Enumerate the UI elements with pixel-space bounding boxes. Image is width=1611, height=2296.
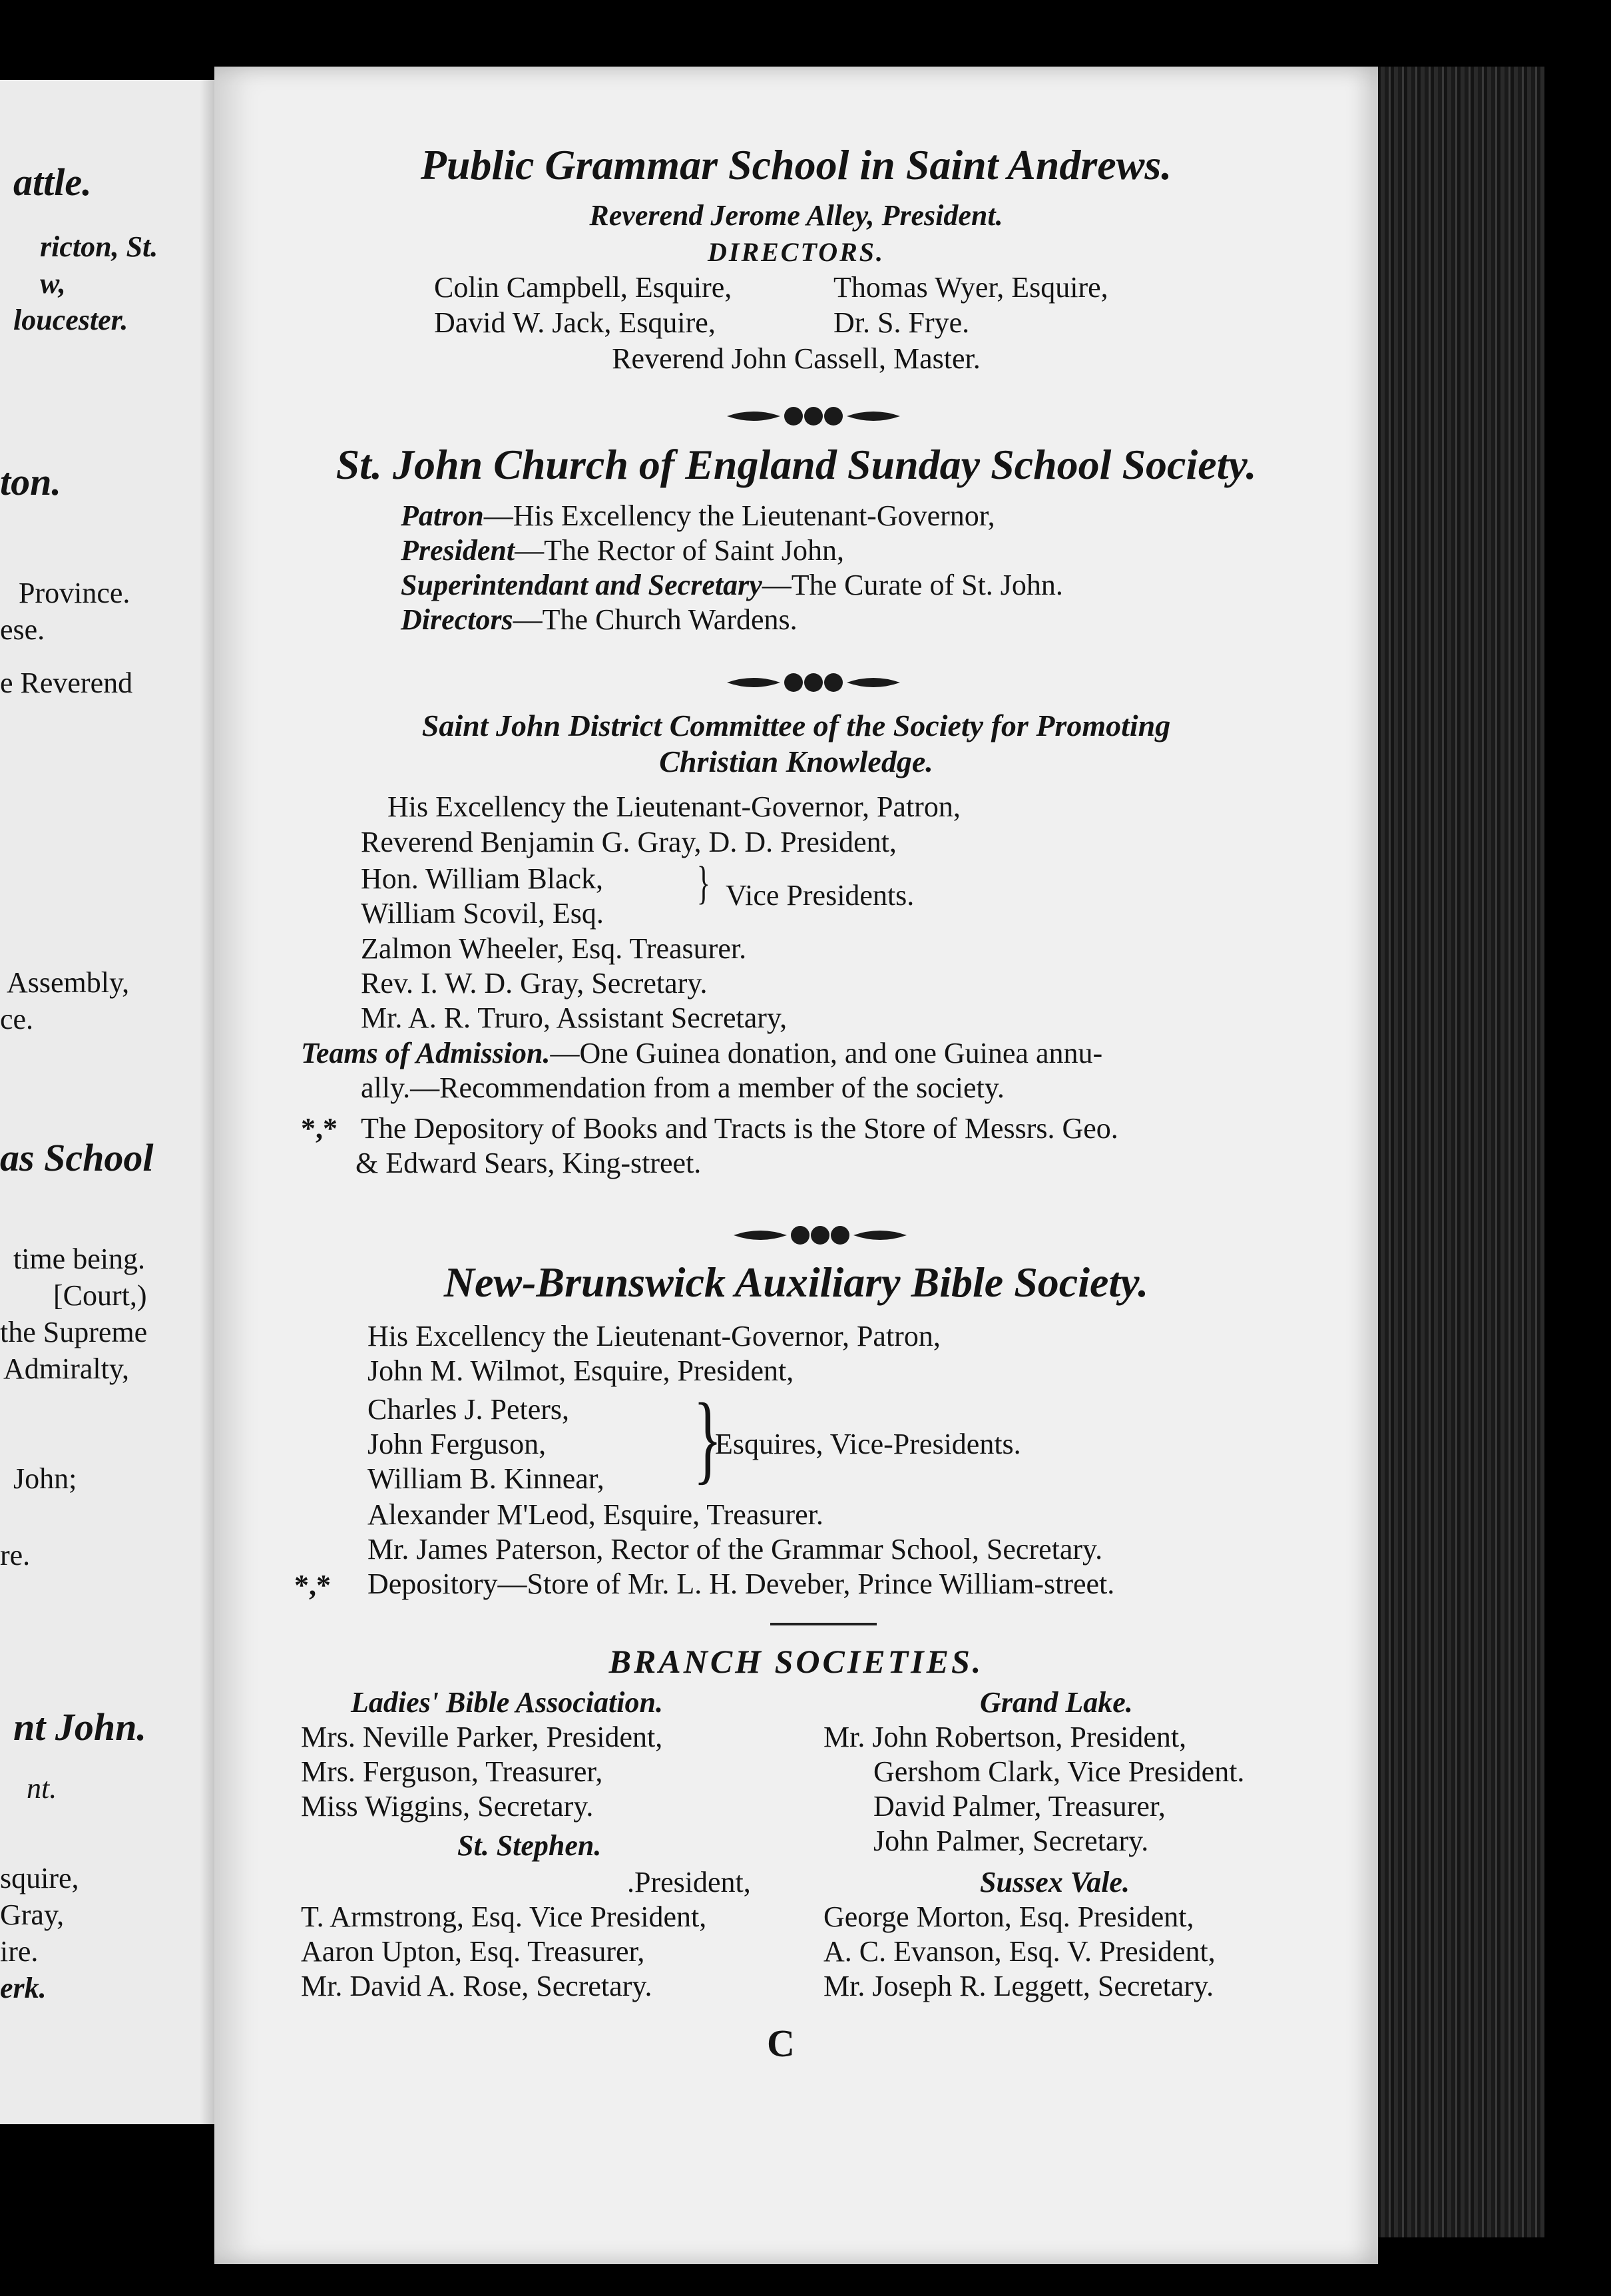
- signature-mark: C: [767, 2022, 795, 2065]
- ladies-association-title: Ladies' Bible Association.: [351, 1686, 663, 1719]
- left-fragment: time being.: [13, 1243, 145, 1275]
- ladies-member: Miss Wiggins, Secretary.: [301, 1790, 594, 1823]
- left-fragment: loucester.: [13, 304, 128, 336]
- left-fragment: nt.: [27, 1772, 57, 1805]
- officer-value: —The Church Wardens.: [513, 603, 798, 636]
- bible-depository: Depository—Store of Mr. L. H. Deveber, Prince William-street.: [367, 1568, 1115, 1600]
- officer-role: Superintendant and Secretary: [401, 569, 762, 601]
- bible-vp-name: John Ferguson,: [367, 1428, 547, 1460]
- terms-label: Teams of Admission.: [301, 1037, 551, 1069]
- officer-value: —The Rector of Saint John,: [515, 534, 845, 567]
- grand-lake-title: Grand Lake.: [980, 1686, 1133, 1719]
- officer-value: —His Excellency the Lieutenant-Governor,: [483, 499, 995, 532]
- officer-value: —The Curate of St. John.: [762, 569, 1063, 601]
- branch-societies-heading: BRANCH SOCIETIES.: [608, 1643, 984, 1680]
- officer-role: Directors: [401, 603, 513, 636]
- left-fragment: erk.: [0, 1972, 47, 2004]
- director-name: David W. Jack, Esquire,: [434, 306, 716, 339]
- asterism: *,*: [301, 1112, 338, 1145]
- bible-vp-name: Charles J. Peters,: [367, 1393, 570, 1426]
- officer-role: Patron: [401, 499, 484, 532]
- grammar-school-master: Reverend John Cassell, Master.: [612, 342, 981, 375]
- st-stephen-member: T. Armstrong, Esq. Vice President,: [301, 1900, 707, 1933]
- grand-lake-member: Gershom Clark, Vice President.: [873, 1755, 1245, 1788]
- spck-vp-name: Hon. William Black,: [361, 862, 604, 895]
- left-fragment: attle.: [13, 160, 92, 204]
- grand-lake-member: John Palmer, Secretary.: [873, 1825, 1149, 1857]
- bible-patron: His Excellency the Lieutenant-Governor, Patron,: [367, 1320, 941, 1352]
- left-fragment: ire.: [0, 1935, 39, 1968]
- officer-role: President: [401, 534, 515, 567]
- sunday-officer: [401, 498, 995, 534]
- left-fragment: [Court,): [53, 1279, 147, 1312]
- bible-vp-name: William B. Kinnear,: [367, 1462, 604, 1495]
- left-fragment: ton.: [0, 460, 61, 503]
- terms-text: —One Guinea donation, and one Guinea annu-: [550, 1037, 1103, 1069]
- ladies-member: Mrs. Neville Parker, President,: [301, 1721, 663, 1753]
- left-fragment: ricton, St.: [40, 230, 158, 263]
- brace: }: [693, 1383, 722, 1494]
- facing-page-fragment: [0, 80, 223, 2124]
- bible-secretary: Mr. James Paterson, Rector of the Grammar School, Secretary.: [367, 1533, 1103, 1566]
- grammar-school-title: Public Grammar School in Saint Andrews.: [420, 141, 1172, 188]
- director-name: Colin Campbell, Esquire,: [434, 271, 732, 304]
- grammar-school-president: Reverend Jerome Alley, President.: [589, 199, 1003, 232]
- bible-treasurer: Alexander M'Leod, Esquire, Treasurer.: [367, 1498, 823, 1531]
- ornament-divider: [727, 669, 900, 696]
- grand-lake-member: David Palmer, Treasurer,: [873, 1790, 1166, 1823]
- left-fragment: w,: [40, 267, 66, 300]
- st-stephen-member: .President,: [627, 1866, 751, 1898]
- spck-terms-cont: ally.—Recommendation from a member of the society.: [361, 1071, 1005, 1104]
- st-stephen-member: Mr. David A. Rose, Secretary.: [301, 1970, 652, 2002]
- director-name: Thomas Wyer, Esquire,: [833, 271, 1108, 304]
- bible-president: John M. Wilmot, Esquire, President,: [367, 1354, 794, 1387]
- sunday-school-title: St. John Church of England Sunday School Society.: [336, 441, 1257, 488]
- sunday-officer: [401, 567, 1063, 603]
- left-fragment: ce.: [0, 1003, 34, 1035]
- spck-title: Christian Knowledge.: [659, 744, 933, 778]
- sunday-officer: [401, 533, 844, 569]
- ornament-divider: [734, 1222, 907, 1249]
- left-fragment: nt John.: [13, 1705, 146, 1749]
- left-fragment: Admiralty,: [3, 1352, 129, 1385]
- left-fragment: ese.: [0, 613, 45, 646]
- spck-terms: [301, 1035, 1102, 1071]
- spck-treasurer: Zalmon Wheeler, Esq. Treasurer.: [361, 932, 747, 965]
- left-fragment: Province.: [19, 577, 130, 609]
- st-stephen-member: Aaron Upton, Esq. Treasurer,: [301, 1935, 645, 1968]
- spck-title: Saint John District Committee of the Society for Promoting: [421, 709, 1171, 742]
- sussex-vale-member: A. C. Evanson, Esq. V. President,: [823, 1935, 1216, 1968]
- bible-vp-label: Esquires, Vice-Presidents.: [715, 1428, 1021, 1460]
- spck-secretary: Rev. I. W. D. Gray, Secretary.: [361, 967, 708, 1000]
- grand-lake-member: Mr. John Robertson, President,: [823, 1721, 1187, 1753]
- left-fragment: e Reverend: [0, 667, 133, 699]
- printed-page: [214, 67, 1378, 2264]
- spck-vp-label: Vice Presidents.: [726, 879, 915, 912]
- left-fragment: the Supreme: [0, 1316, 148, 1348]
- section-rule: [770, 1623, 877, 1625]
- left-fragment: Assembly,: [7, 966, 130, 999]
- sussex-vale-title: Sussex Vale.: [980, 1866, 1130, 1898]
- spck-president: Reverend Benjamin G. Gray, D. D. President,: [361, 826, 897, 858]
- ornament-divider: [727, 403, 900, 430]
- sussex-vale-member: Mr. Joseph R. Leggett, Secretary.: [823, 1970, 1214, 2002]
- left-fragment: re.: [0, 1539, 31, 1572]
- bible-society-title: New-Brunswick Auxiliary Bible Society.: [443, 1259, 1149, 1306]
- page-edges: [1358, 67, 1544, 2237]
- directors-heading: DIRECTORS.: [707, 237, 885, 267]
- left-fragment: John;: [13, 1462, 77, 1495]
- asterism: *,*: [294, 1569, 331, 1601]
- spck-patron: His Excellency the Lieutenant-Governor, Patron,: [387, 790, 961, 823]
- spck-depository-cont: & Edward Sears, King-street.: [355, 1147, 702, 1179]
- brace: }: [696, 858, 710, 909]
- spck-assistant-secretary: Mr. A. R. Truro, Assistant Secretary,: [361, 1002, 788, 1034]
- sussex-vale-member: George Morton, Esq. President,: [823, 1900, 1194, 1933]
- left-fragment: squire,: [0, 1862, 79, 1894]
- st-stephen-title: St. Stephen.: [457, 1829, 602, 1862]
- left-fragment: Gray,: [0, 1898, 65, 1931]
- spck-vp-name: William Scovil, Esq.: [361, 897, 604, 930]
- ladies-member: Mrs. Ferguson, Treasurer,: [301, 1755, 603, 1788]
- sunday-officer: [401, 602, 798, 638]
- left-fragment: as School: [0, 1136, 154, 1179]
- director-name: Dr. S. Frye.: [833, 306, 970, 339]
- spck-depository: The Depository of Books and Tracts is the Store of Messrs. Geo.: [361, 1112, 1118, 1145]
